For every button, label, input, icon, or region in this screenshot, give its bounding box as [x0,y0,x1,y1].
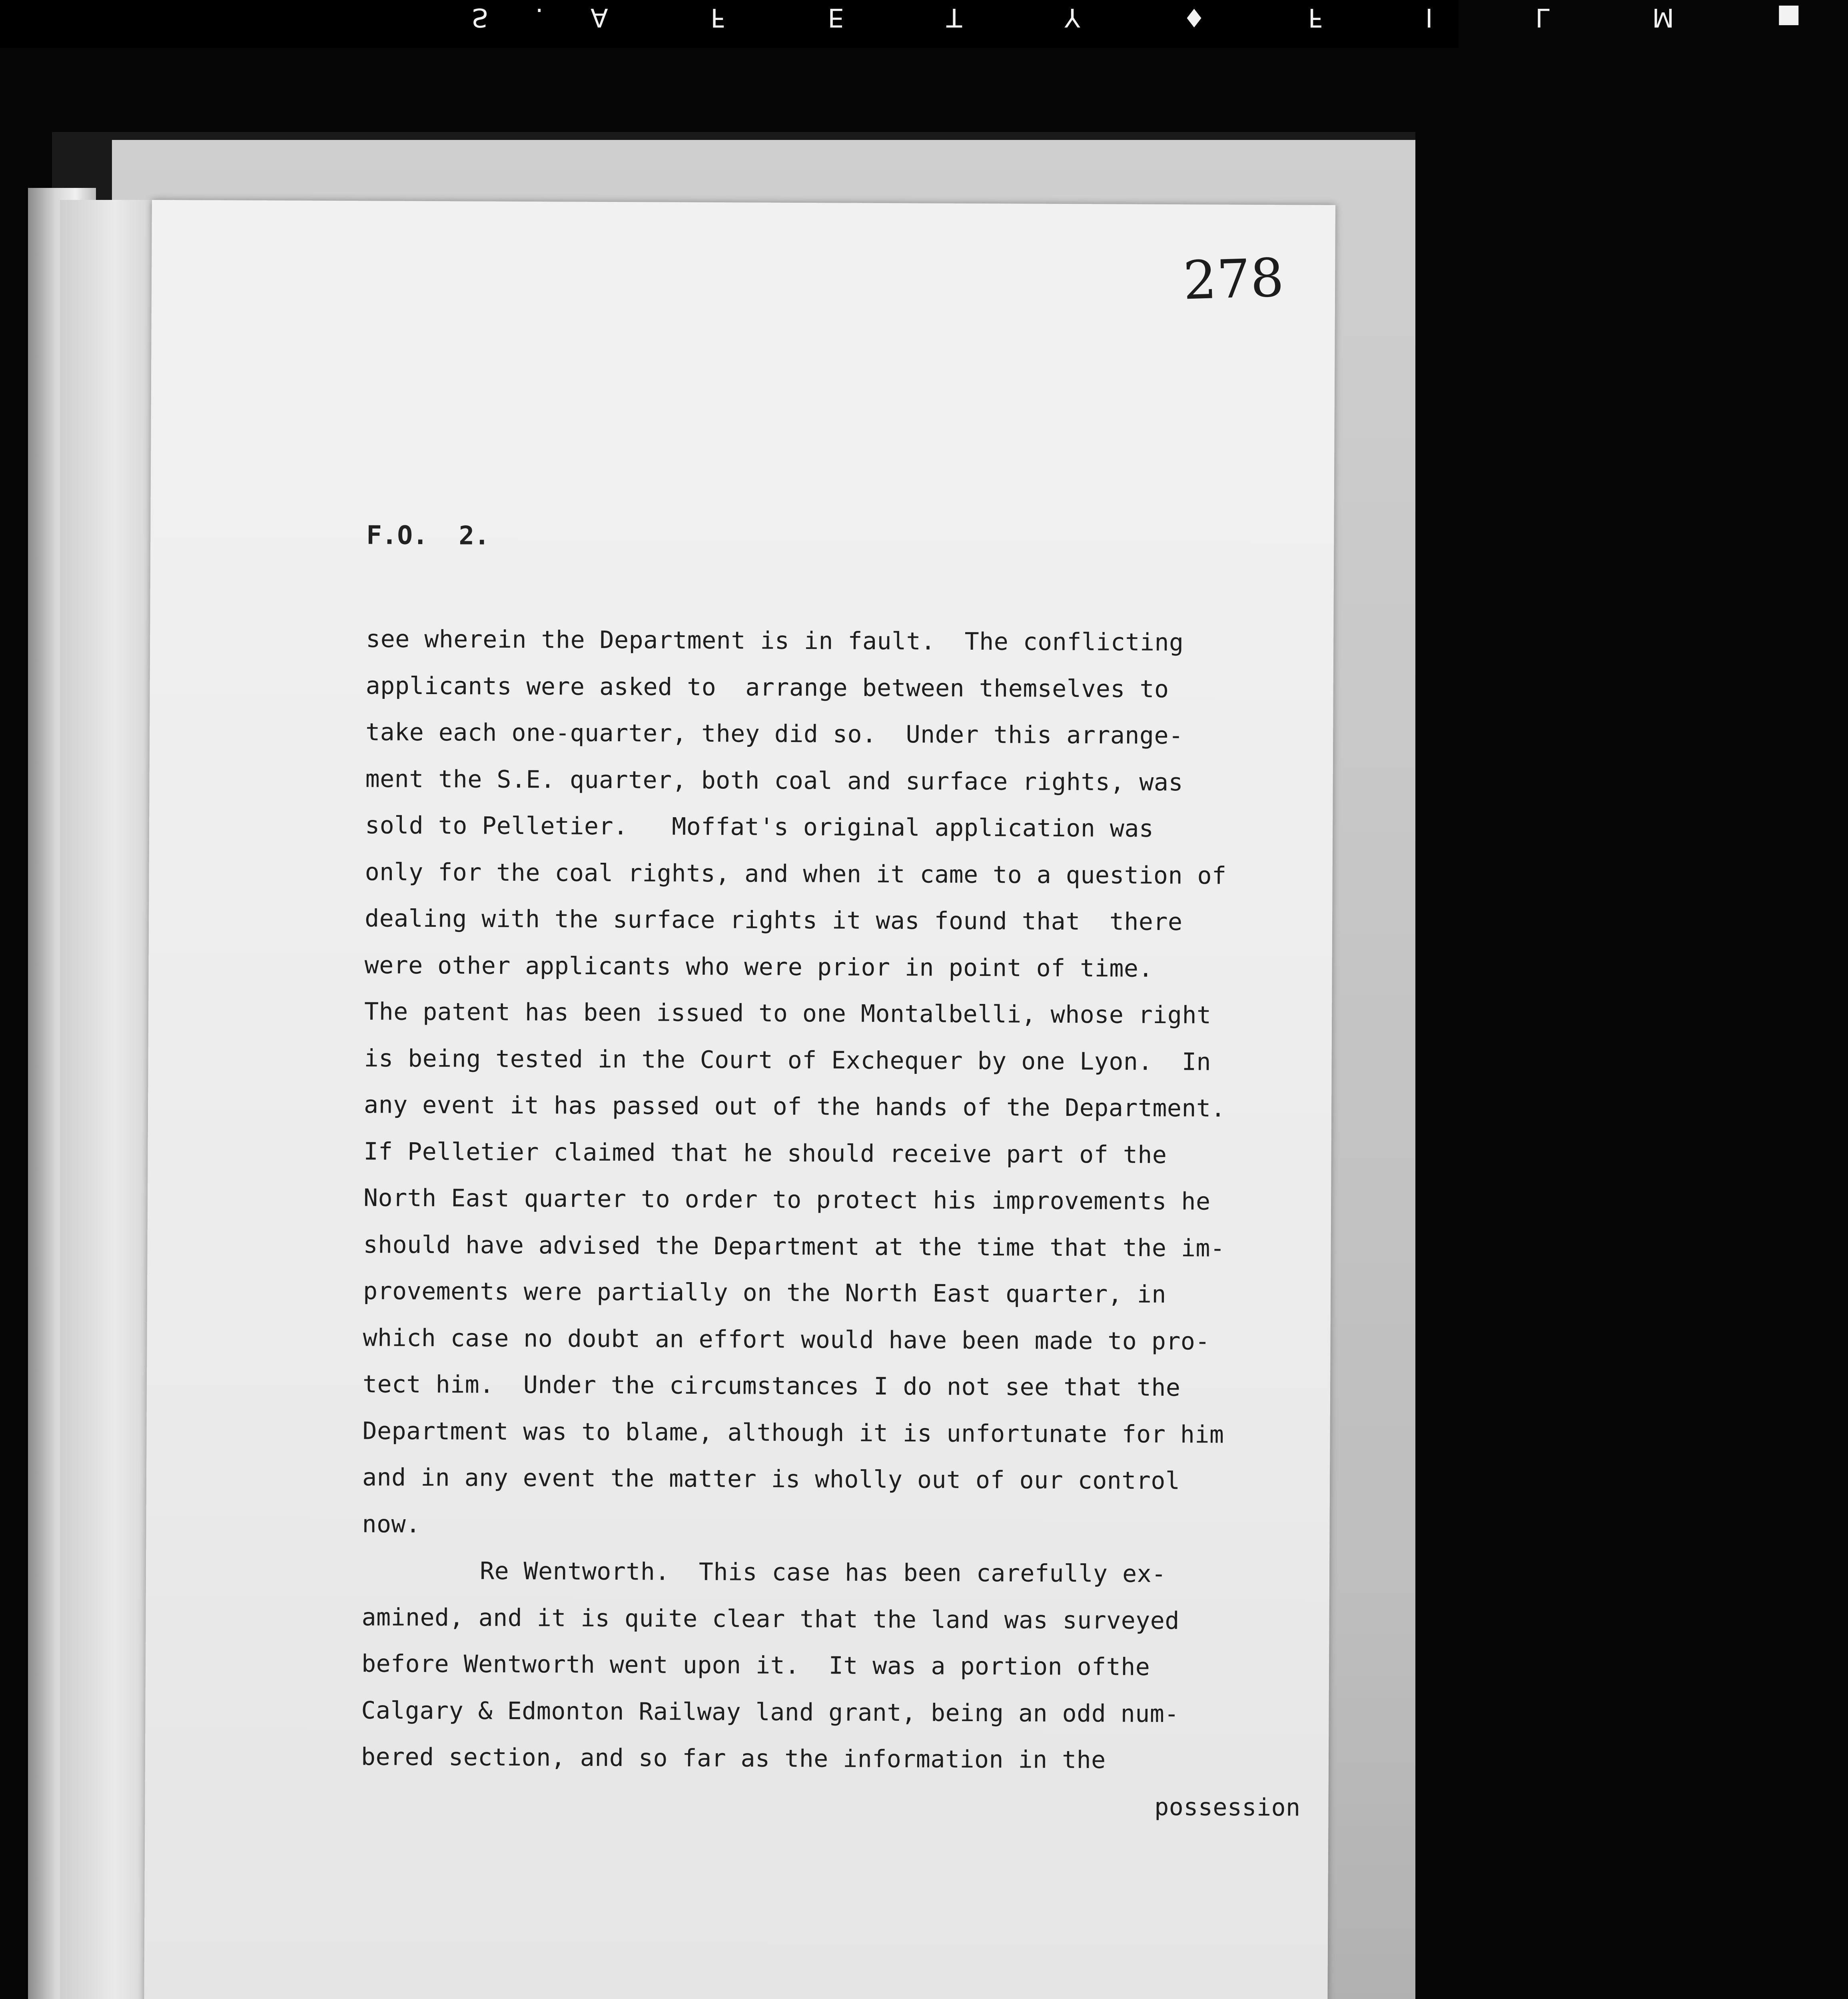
document-page [144,200,1335,1999]
film-brand-text: S.A F E T Y ♦ F I L M ■ [472,2,1848,32]
text-line: only for the coal rights, and when it came to a question of [365,858,1227,890]
text-line: should have advised the Department at the time that the im- [363,1230,1225,1263]
text-line: tect him. Under the circumstances I do not see that the [362,1370,1181,1402]
text-line: North East quarter to order to protect his improvements he [363,1184,1211,1216]
text-line: Calgary & Edmonton Railway land grant, being an odd num- [361,1696,1179,1728]
text-line: is being tested in the Court of Exchequer by one Lyon. In [364,1044,1211,1076]
text-line: sold to Pelletier. Moffat's original application was [365,811,1154,843]
file-reference: F.O. 2. [366,521,490,551]
text-line: amined, and it is quite clear that the land was surveyed [361,1603,1179,1635]
text-line: applicants were asked to arrange between themselves to [365,671,1169,703]
text-line: provements were partially on the North East quarter, in [363,1277,1167,1309]
text-line: were other applicants who were prior in point of time. [364,951,1154,983]
body-text [361,616,1341,1831]
text-line: which case no doubt an effort would have been made to pro- [363,1323,1210,1356]
film-edge [0,0,1848,48]
text-line: dealing with the surface rights it was found that there [365,904,1183,936]
text-line: and in any event the matter is wholly out of our control [362,1463,1180,1495]
catchword: possession [1154,1793,1301,1822]
text-line: see wherein the Department is in fault. The conflicting [366,625,1184,657]
text-line: now. [362,1510,421,1538]
page-number: 278 [1182,247,1285,312]
text-line: bered section, and so far as the information in the [361,1743,1106,1774]
text-line: Department was to blame, although it is unfortunate for him [362,1416,1224,1449]
text-line: The patent has been issued to one Montalbelli, whose right [364,998,1211,1029]
text-line: Re Wentworth. This case has been carefully ex- [479,1557,1166,1588]
text-line: take each one-quarter, they did so. Under this arrange- [365,718,1183,750]
text-line: any event it has passed out of the hands of the Department. [363,1091,1226,1123]
text-line: before Wentworth went upon it. It was a portion ofthe [361,1650,1150,1681]
text-line: If Pelletier claimed that he should receive part of the [363,1137,1167,1169]
text-line: ment the S.E. quarter, both coal and surface rights, was [365,764,1183,796]
